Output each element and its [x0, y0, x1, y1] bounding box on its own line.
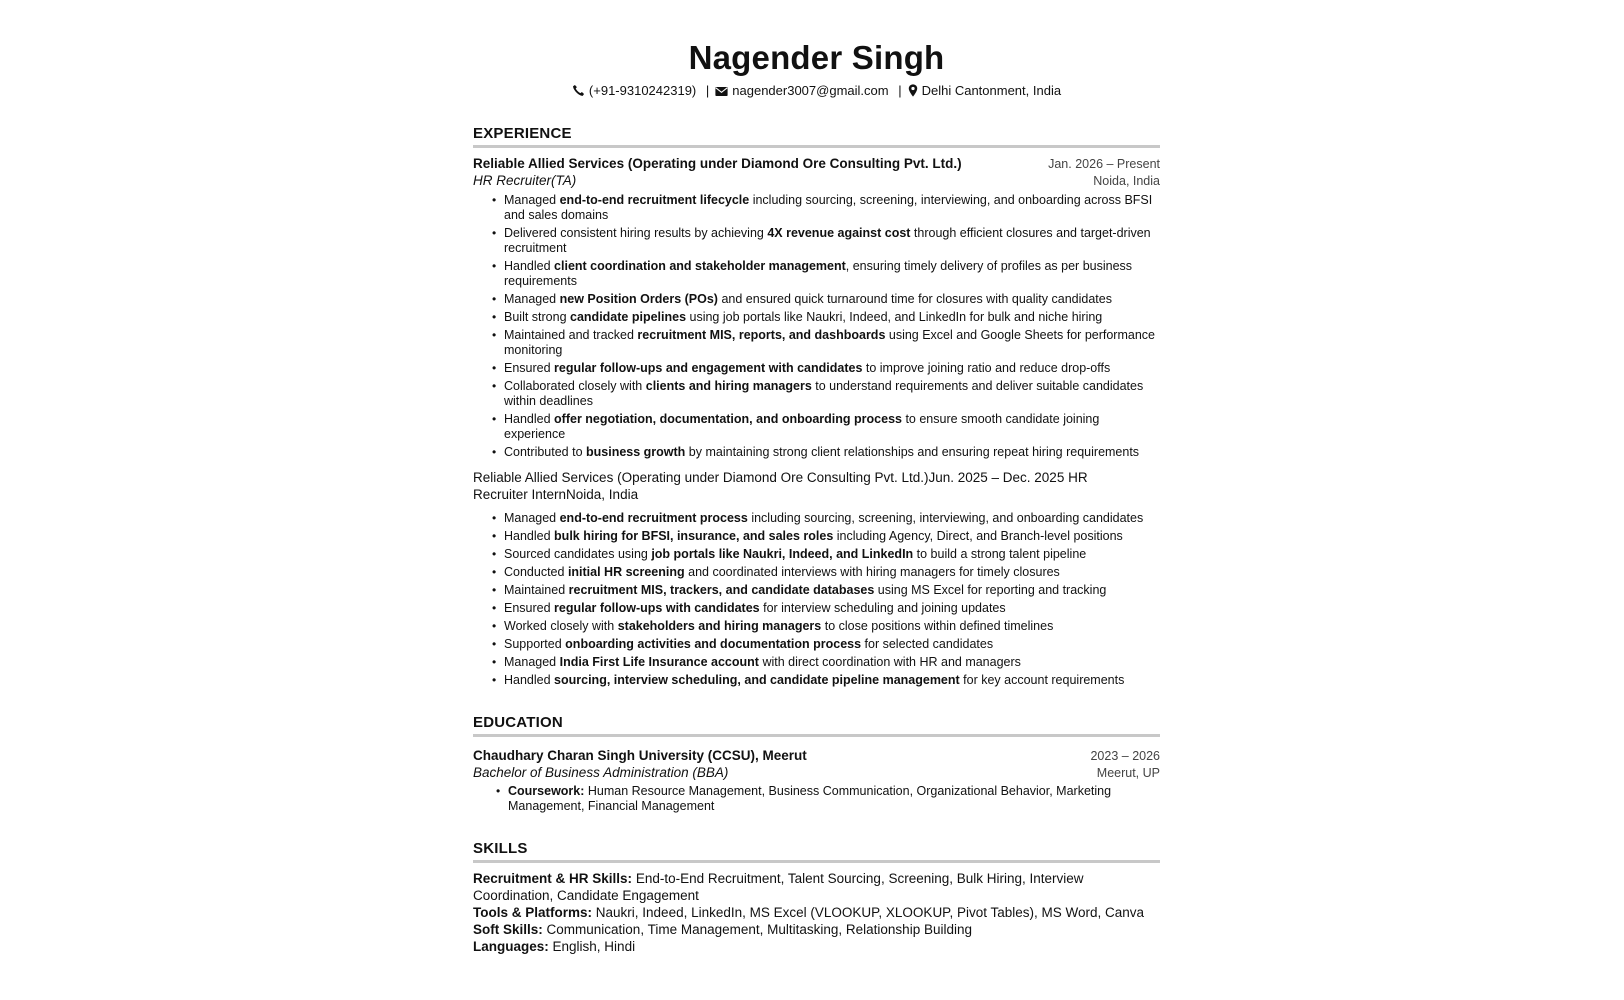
- job-org: Reliable Allied Services (Operating under Diamond Ore Consulting Pvt. Ltd.): [473, 156, 962, 171]
- phone-icon: [572, 84, 585, 101]
- section-title-experience: EXPERIENCE: [473, 125, 572, 142]
- job-entry-2: [473, 469, 1160, 688]
- school-name: Chaudhary Charan Singh University (CCSU), Meerut: [473, 748, 807, 763]
- contact-line: [473, 83, 1160, 101]
- list-item: • Managed end-to-end recruitment process including sourcing, screening, interviewing, and onboarding candidates: [504, 511, 1160, 526]
- phone-number: (+91-9310242319): [588, 83, 697, 98]
- list-item: • Handled offer negotiation, documentation, and onboarding process to ensure smooth candidate joining experience: [504, 412, 1160, 442]
- list-item: • Worked closely with stakeholders and hiring managers to close positions within defined timelines: [504, 619, 1160, 634]
- list-item: • Maintained and tracked recruitment MIS, reports, and dashboards using Excel and Google Sheets for performance monitoring: [504, 328, 1160, 358]
- section-divider: [473, 860, 1160, 863]
- list-item: • Collaborated closely with clients and hiring managers to understand requirements and deliver suitable candidates within deadlines: [504, 379, 1160, 409]
- list-item: • Ensured regular follow-ups with candidates for interview scheduling and joining updates: [504, 601, 1160, 616]
- job-location: Noida, India: [1093, 174, 1160, 188]
- list-item: • Conducted initial HR screening and coordinated interviews with hiring managers for timely closures: [504, 565, 1160, 580]
- skill-row: Tools & Platforms: Naukri, Indeed, LinkedIn, MS Excel (VLOOKUP, XLOOKUP, Pivot Tables), MS Word, Canva: [473, 905, 1145, 920]
- list-item: • Maintained recruitment MIS, trackers, and candidate databases using MS Excel for reporting and tracking: [504, 583, 1160, 598]
- coursework-text: Human Resource Management, Business Communication, Organizational Behavior, Marketing Management, Financial Management: [508, 784, 1112, 813]
- list-item: • Managed new Position Orders (POs) and ensured quick turnaround time for closures with quality candidates: [504, 292, 1160, 307]
- section-divider: [473, 145, 1160, 148]
- skill-row: Recruitment & HR Skills: End-to-End Recruitment, Talent Sourcing, Screening, Bulk Hiring, Interview Coordination, Candidate Engagement: [473, 871, 1084, 903]
- list-item: • Handled bulk hiring for BFSI, insurance, and sales roles including Agency, Direct, and Branch-level positions: [504, 529, 1160, 544]
- section-title-skills: SKILLS: [473, 840, 528, 857]
- list-item: • Built strong candidate pipelines using job portals like Naukri, Indeed, and LinkedIn for bulk and niche hiring: [504, 310, 1160, 325]
- email-address: nagender3007@gmail.com: [732, 83, 889, 98]
- list-item: • Handled client coordination and stakeholder management, ensuring timely delivery of profiles as per business requirements: [504, 259, 1160, 289]
- education-dates: 2023 – 2026: [1090, 749, 1160, 763]
- contact-separator: |: [898, 83, 902, 98]
- job-role: HR Recruiter(TA): [473, 173, 577, 188]
- education-location: Meerut, UP: [1096, 766, 1160, 780]
- envelope-icon: [715, 85, 728, 101]
- list-item: • Managed India First Life Insurance account with direct coordination with HR and managers: [504, 655, 1160, 670]
- skill-row: Soft Skills: Communication, Time Management, Multitasking, Relationship Building: [473, 922, 972, 937]
- section-title-education: EDUCATION: [473, 714, 563, 731]
- experience-section: [473, 125, 1160, 688]
- list-item: • Contributed to business growth by maintaining strong client relationships and ensuring repeat hiring requirements: [504, 445, 1160, 460]
- skill-row: Languages: English, Hindi: [473, 939, 636, 954]
- job-dates: Jan. 2026 – Present: [1048, 157, 1160, 171]
- section-divider: [473, 734, 1160, 737]
- job-bullets: [473, 511, 1160, 688]
- list-item: • Ensured regular follow-ups and engagement with candidates to improve joining ratio and reduce drop-offs: [504, 361, 1160, 376]
- list-item: • Managed end-to-end recruitment lifecycle including sourcing, screening, interviewing, and onboarding across BFSI and sales domains: [504, 193, 1160, 223]
- resume-page: [473, 0, 1160, 955]
- degree: Bachelor of Business Administration (BBA): [473, 765, 729, 780]
- job-header-line: Reliable Allied Services (Operating under Diamond Ore Consulting Pvt. Ltd.)Jun. 2025 – Dec. 2025 HR: [473, 470, 1088, 485]
- job-bullets: [473, 193, 1160, 460]
- map-pin-icon: [908, 84, 918, 101]
- list-item: • Handled sourcing, interview scheduling, and candidate pipeline management for key account requirements: [504, 673, 1160, 688]
- list-item: [508, 784, 1160, 814]
- list-item: • Supported onboarding activities and documentation process for selected candidates: [504, 637, 1160, 652]
- education-section: [473, 714, 1160, 814]
- skills-section: [473, 840, 1160, 955]
- job-entry-1: [473, 156, 1160, 460]
- candidate-name: Nagender Singh: [688, 39, 945, 76]
- job-header-line: Recruiter InternNoida, India: [473, 487, 639, 502]
- list-item: • Delivered consistent hiring results by achieving 4X revenue against cost through efficient closures and target-driven recruitment: [504, 226, 1160, 256]
- coursework-label: Coursework:: [508, 784, 585, 798]
- coursework-list: [473, 784, 1160, 814]
- list-item: • Sourced candidates using job portals like Naukri, Indeed, and LinkedIn to build a strong talent pipeline: [504, 547, 1160, 562]
- contact-separator: |: [705, 83, 710, 98]
- location-text: Delhi Cantonment, India: [921, 83, 1062, 98]
